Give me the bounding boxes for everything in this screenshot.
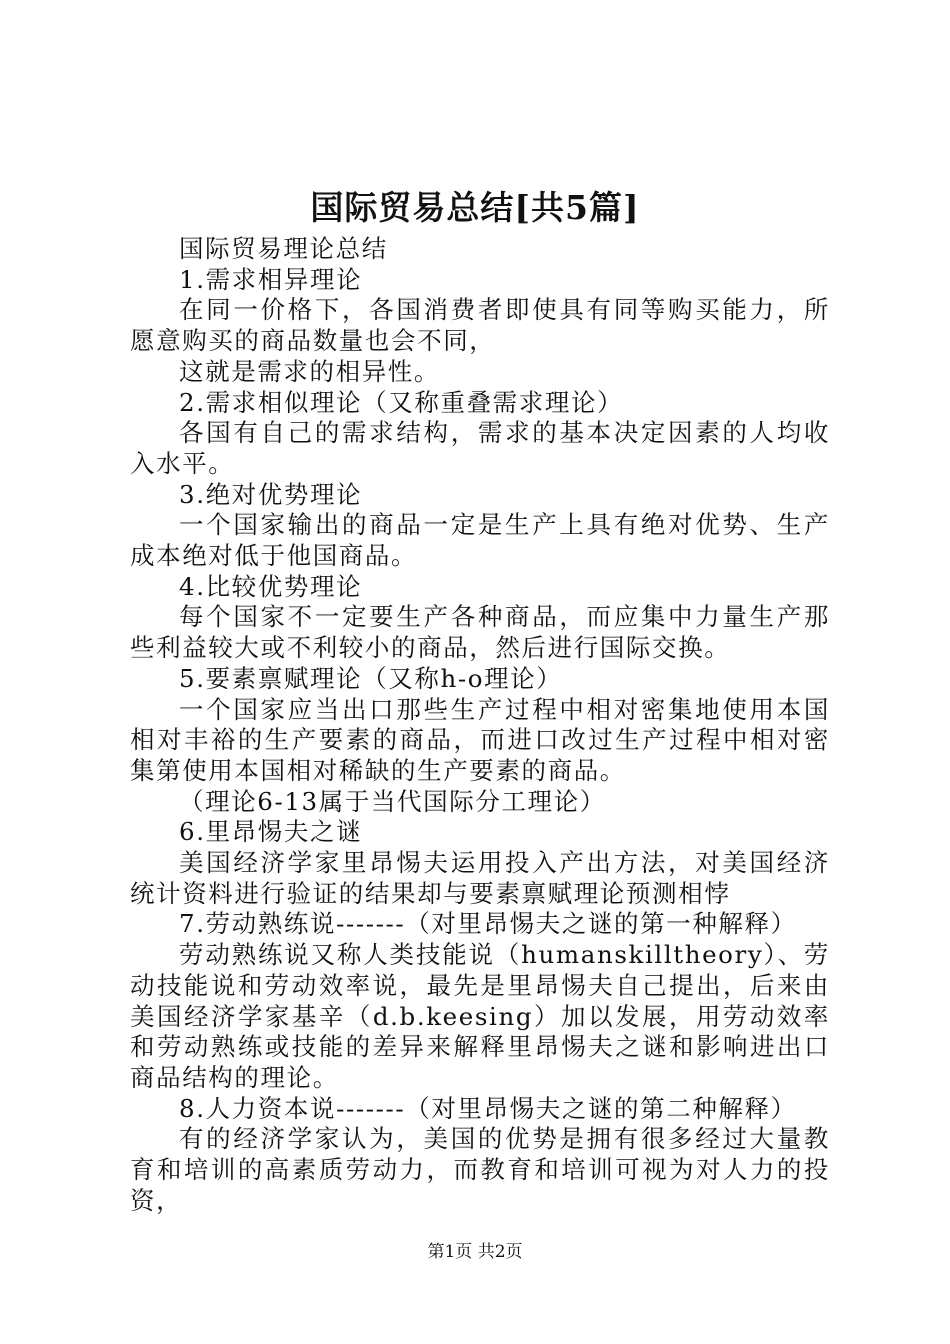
paragraph-2: 1.需求相异理论 (179, 264, 363, 294)
paragraph-18: 8.人力资本说-------（对里昂惕夫之谜的第二种解释） (179, 1093, 797, 1123)
paragraph-15: 美国经济学家里昂惕夫运用投入产出方法，对美国经济统计资料进行验证的结果却与要素禀赋理论预测相悖 (130, 848, 830, 908)
paragraph-8: 一个国家输出的商品一定是生产上具有绝对优势、生产成本绝对低于他国商品。 (130, 510, 830, 571)
paragraph-3: 在同一价格下，各国消费者即使具有同等购买能力，所愿意购买的商品数量也会不同， (130, 295, 830, 356)
document-body (130, 234, 830, 1217)
paragraph-16: 7.劳动熟练说-------（对里昂惕夫之谜的第一种解释） (179, 909, 797, 939)
paragraph-10: 每个国家不一定要生产各种商品，而应集中力量生产那些利益较大或不利较小的商品，然后进行国际交换。 (130, 602, 830, 663)
paragraph-17: 劳动熟练说又称人类技能说（humanskilltheory）、劳动技能说和劳动效率说，最先是里昂惕夫自己提出，后来由美国经济学家基辛（d.b.keesing）加以发展，用劳动效率和劳动熟练或技能的差异来解释里昂惕夫之谜和影响进出口商品结构的理论。 (130, 940, 830, 1092)
paragraph-9: 4.比较优势理论 (179, 571, 363, 601)
paragraph-11: 5.要素禀赋理论（又称h-o理论） (179, 663, 563, 693)
paragraph-6: 各国有自己的需求结构，需求的基本决定因素的人均收入水平。 (130, 418, 830, 478)
paragraph-19: 有的经济学家认为，美国的优势是拥有很多经过大量教育和培训的高素质劳动力，而教育和培训可视为对人力的投资， (130, 1124, 830, 1215)
document-title: 国际贸易总结[共5篇] (310, 188, 640, 227)
paragraph-12: 一个国家应当出口那些生产过程中相对密集地使用本国相对丰裕的生产要素的商品，而进口改过生产过程中相对密集第使用本国相对稀缺的生产要素的商品。 (130, 694, 830, 785)
paragraph-14: 6.里昂惕夫之谜 (179, 817, 363, 847)
paragraph-1: 国际贸易理论总结 (179, 234, 388, 263)
paragraph-7: 3.绝对优势理论 (179, 479, 363, 509)
paragraph-4: 这就是需求的相异性。 (179, 356, 440, 386)
paragraph-5: 2.需求相似理论（又称重叠需求理论） (179, 387, 624, 417)
paragraph-13: （理论6-13属于当代国际分工理论） (179, 786, 606, 816)
page-footer: 第1页 共2页 (427, 1242, 523, 1262)
